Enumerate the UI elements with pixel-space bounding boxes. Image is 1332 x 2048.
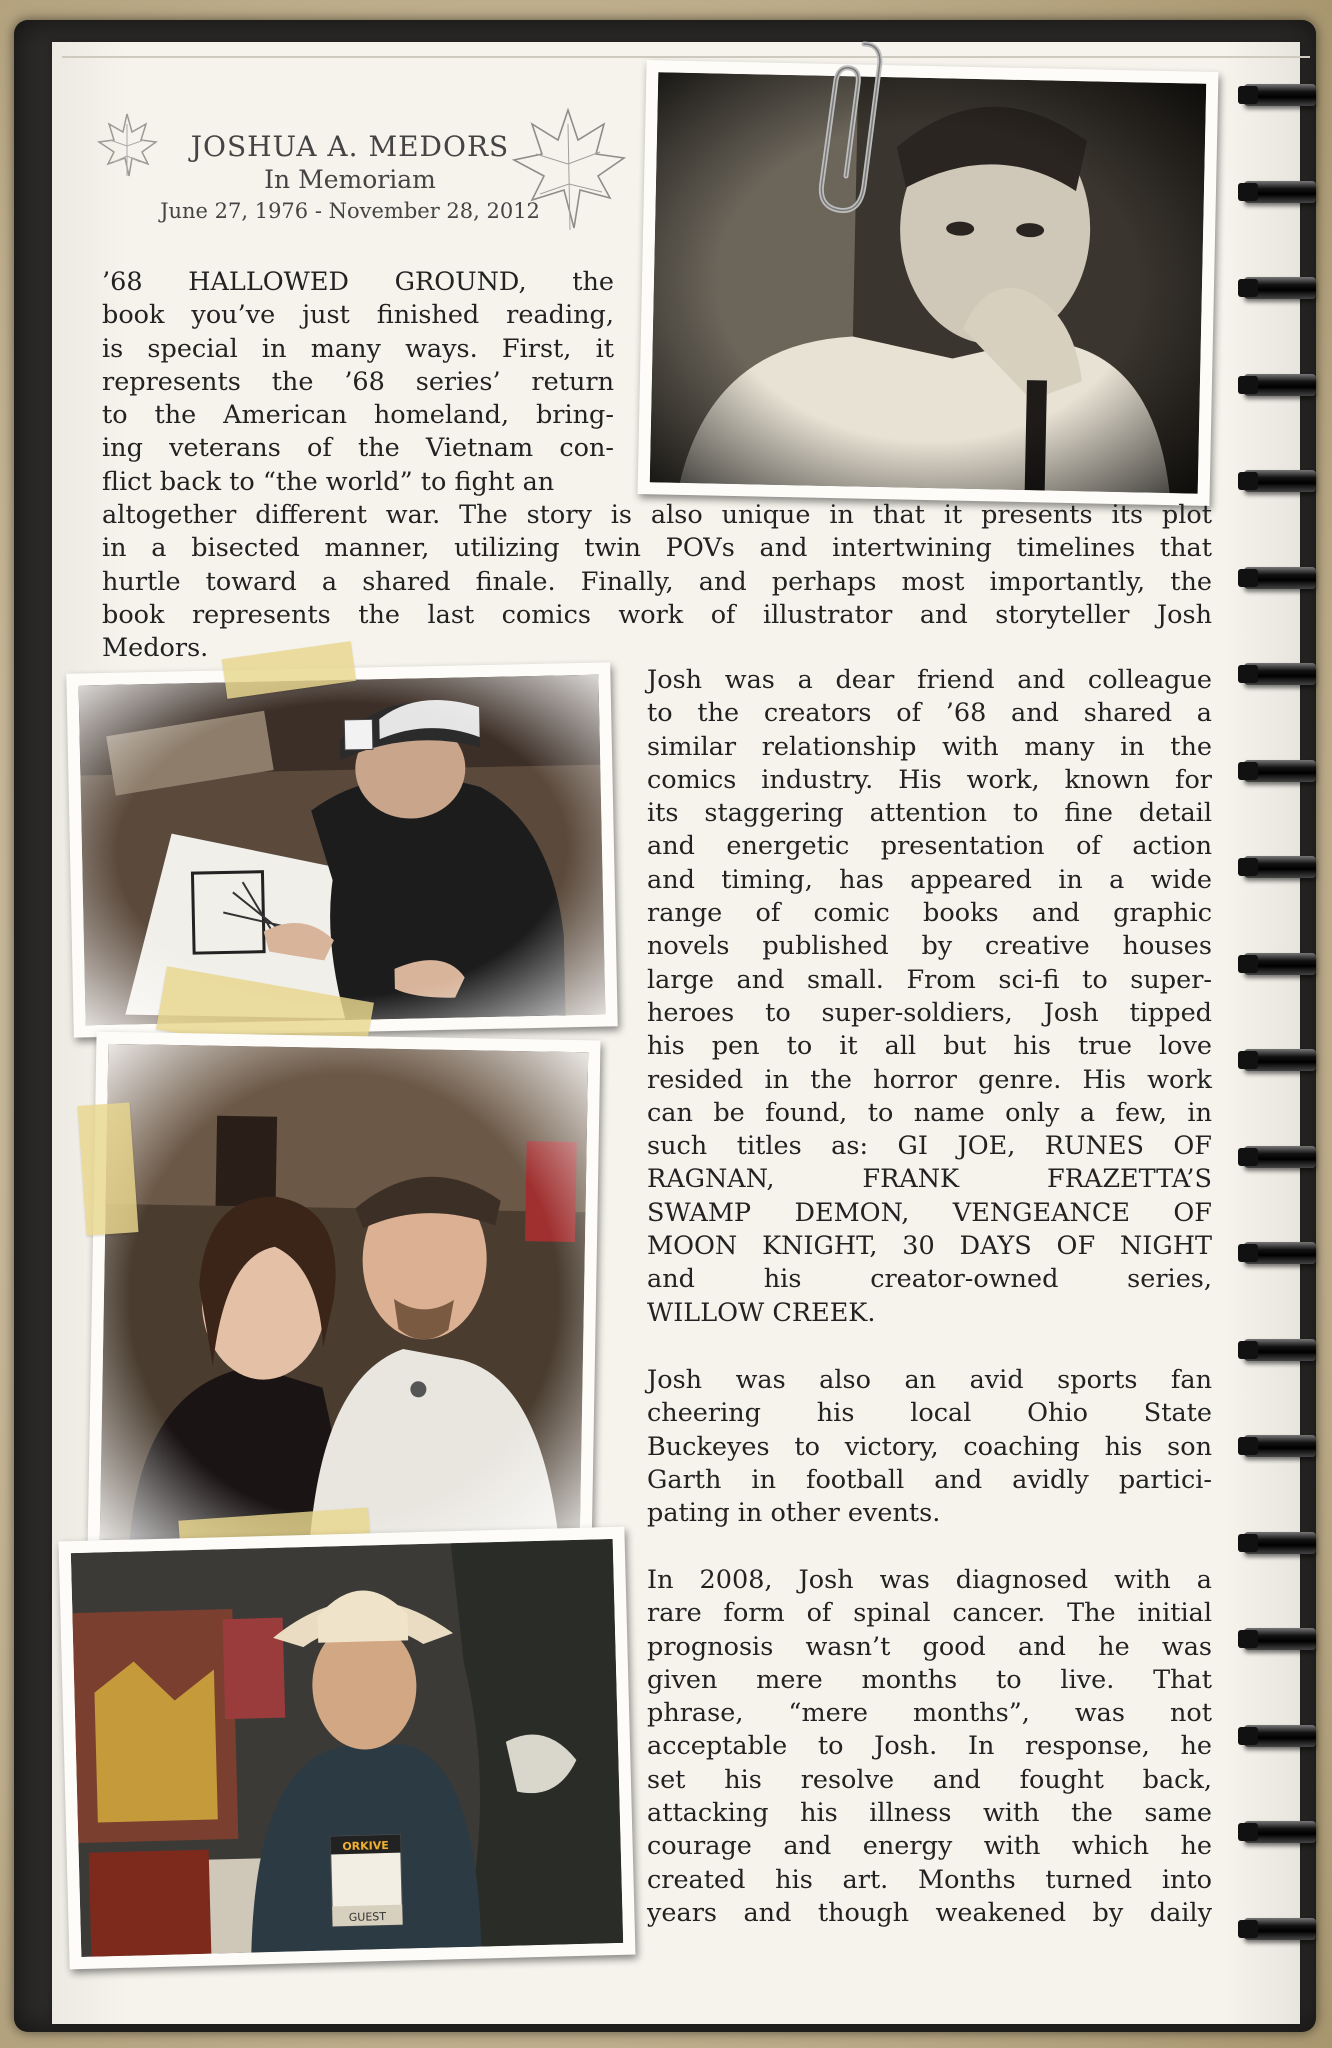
text-line: comics industry. His work, known for xyxy=(647,764,1212,795)
text-line: Garth in football and avidly partici- xyxy=(647,1464,1212,1495)
couple-image xyxy=(100,1044,589,1548)
spiral-ring xyxy=(1244,1049,1316,1071)
text-line: is special in many ways. First, it xyxy=(102,333,614,364)
intro-continuation xyxy=(102,499,1212,665)
text-line: and energetic presentation of action xyxy=(647,831,1212,862)
spiral-ring xyxy=(1244,84,1316,106)
text-line: hurtle toward a shared finale. Finally, and perhaps most importantly, the xyxy=(102,566,1212,597)
text-line: cheering his local Ohio State xyxy=(647,1398,1212,1429)
convention-photo xyxy=(58,1527,635,1970)
text-line: altogether different war. The story is also unique in that it presents its plot xyxy=(102,500,1212,530)
text-line: phrase, “mere months”, was not xyxy=(647,1698,1212,1729)
text-line: to the creators of ’68 and shared a xyxy=(647,698,1212,729)
drawing-photo xyxy=(66,662,618,1037)
text-line: courage and energy with which he xyxy=(647,1831,1212,1862)
spiral-ring xyxy=(1244,856,1316,878)
spiral-ring xyxy=(1244,760,1316,782)
text-line: can be found, to name only a few, in xyxy=(647,1097,1212,1128)
text-line: large and small. From sci-fi to super- xyxy=(647,964,1212,995)
spiral-ring xyxy=(1244,1435,1316,1457)
text-line: range of comic books and graphic xyxy=(647,898,1212,929)
text-line: acceptable to Josh. In response, he xyxy=(647,1731,1212,1762)
text-line: in a bisected manner, utilizing twin POVs and intertwining timelines that xyxy=(102,533,1212,564)
text-line: and timing, has appeared in a wide xyxy=(647,864,1212,895)
text-line: book you’ve just finished reading, xyxy=(102,300,614,331)
spiral-ring xyxy=(1244,1918,1316,1940)
text-line: represents the ’68 series’ return xyxy=(102,366,614,397)
life-dates: June 27, 1976 - November 28, 2012 xyxy=(160,199,540,223)
text-line: rare form of spinal cancer. The initial xyxy=(647,1598,1212,1629)
drawing-image xyxy=(78,675,605,1026)
spiral-ring xyxy=(1244,1532,1316,1554)
text-line: years and though weakened by daily xyxy=(647,1897,1212,1928)
spiral-ring xyxy=(1244,1725,1316,1747)
text-line: its staggering attention to fine detail xyxy=(647,798,1212,829)
text-line: such titles as: GI JOE, RUNES OF xyxy=(647,1131,1212,1162)
spiral-ring xyxy=(1244,1242,1316,1264)
spiral-ring xyxy=(1244,567,1316,589)
paperclip-icon xyxy=(802,36,892,226)
text-line: given mere months to live. That xyxy=(647,1664,1212,1695)
text-line: Josh was a dear friend and colleague xyxy=(647,665,1212,695)
text-line: his pen to it all but his true love xyxy=(647,1031,1212,1062)
text-line: flict back to “the world” to fight an xyxy=(102,466,555,497)
convention-image xyxy=(71,1539,623,1957)
person-name: JOSHUA A. MEDORS xyxy=(190,130,510,163)
tape-strip xyxy=(78,1102,139,1235)
memoriam-subtitle: In Memoriam xyxy=(264,165,436,194)
spiral-ring xyxy=(1244,953,1316,975)
spiral-ring xyxy=(1244,277,1316,299)
text-line: In 2008, Josh was diagnosed with a xyxy=(647,1565,1212,1595)
spiral-ring xyxy=(1244,1146,1316,1168)
spiral-ring xyxy=(1244,1821,1316,1843)
portrait-image xyxy=(650,72,1206,493)
text-line: Josh was also an avid sports fan xyxy=(647,1365,1212,1395)
text-line: WILLOW CREEK. xyxy=(647,1297,876,1328)
memoriam-heading xyxy=(100,130,600,226)
spiral-ring xyxy=(1244,470,1316,492)
text-line: similar relationship with many in the xyxy=(647,731,1212,762)
badge-brand-text: ORKIVE xyxy=(342,1838,389,1854)
spiral-ring xyxy=(1244,1339,1316,1361)
text-line: RAGNAN, FRANK FRAZETTA’S xyxy=(647,1164,1212,1195)
text-line: book represents the last comics work of illustrator and storyteller Josh xyxy=(102,599,1212,630)
couple-photo xyxy=(88,1032,601,1561)
text-line: set his resolve and fought back, xyxy=(647,1764,1212,1795)
text-line: pating in other events. xyxy=(647,1498,941,1529)
text-line: Buckeyes to victory, coaching his son xyxy=(647,1431,1212,1462)
text-line: prognosis wasn’t good and he was xyxy=(647,1631,1212,1662)
spiral-ring xyxy=(1244,663,1316,685)
text-line: to the American homeland, bring- xyxy=(102,400,614,431)
text-line: ’68 HALLOWED GROUND, the xyxy=(102,267,614,297)
text-line: MOON KNIGHT, 30 DAYS OF NIGHT xyxy=(647,1231,1212,1262)
text-line: heroes to super-soldiers, Josh tipped xyxy=(647,997,1212,1028)
text-line: resided in the horror genre. His work xyxy=(647,1064,1212,1095)
illness-paragraph xyxy=(647,1564,1212,1930)
spiral-ring xyxy=(1244,374,1316,396)
text-line: attacking his illness with the same xyxy=(647,1798,1212,1829)
spiral-ring xyxy=(1244,1628,1316,1650)
text-line: ing veterans of the Vietnam con- xyxy=(102,433,614,464)
sports-paragraph xyxy=(647,1364,1212,1530)
badge-role-text: GUEST xyxy=(348,1910,387,1925)
text-line: SWAMP DEMON, VENGEANCE OF xyxy=(647,1197,1212,1228)
career-paragraph xyxy=(647,664,1212,1330)
text-line: novels published by creative houses xyxy=(647,931,1212,962)
intro-paragraph xyxy=(102,266,614,499)
spiral-ring xyxy=(1244,181,1316,203)
portrait-photo xyxy=(638,60,1219,506)
text-line: and his creator-owned series, xyxy=(647,1264,1212,1295)
text-line: created his art. Months turned into xyxy=(647,1864,1212,1895)
text-line: Medors. xyxy=(102,633,209,664)
